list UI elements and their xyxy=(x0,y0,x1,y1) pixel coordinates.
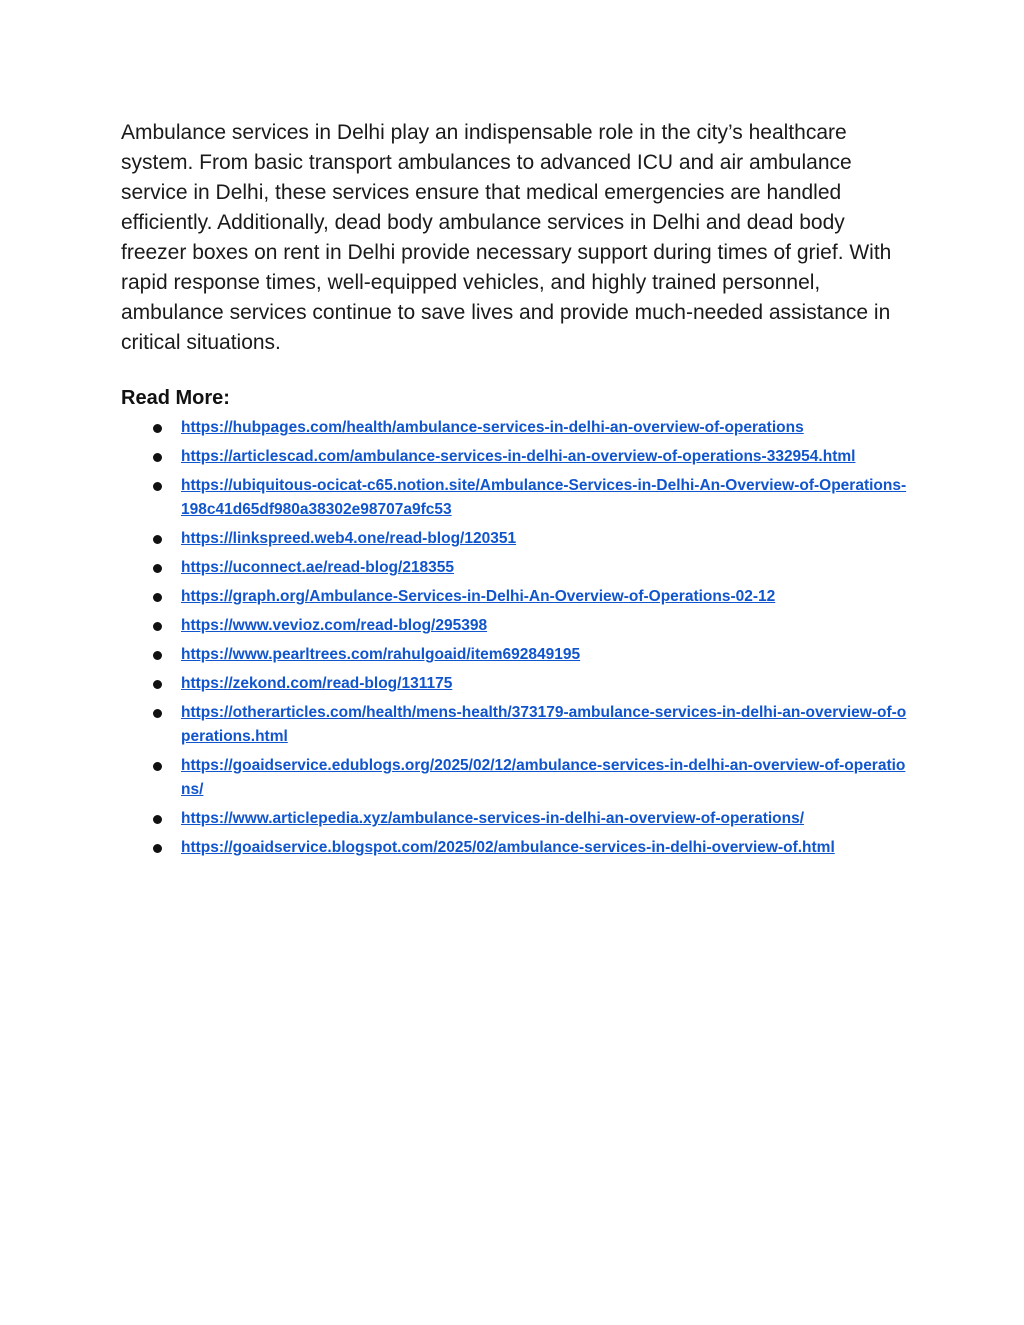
bullet-icon xyxy=(153,453,162,462)
read-more-link[interactable]: https://www.vevioz.com/read-blog/295398 xyxy=(181,617,488,634)
bullet-icon xyxy=(153,762,162,771)
list-item xyxy=(121,445,911,469)
bullet-icon xyxy=(153,844,162,853)
list-item xyxy=(121,474,911,522)
list-item xyxy=(121,807,911,831)
list-item xyxy=(121,672,911,696)
bullet-icon xyxy=(153,622,162,631)
list-item xyxy=(121,614,911,638)
list-item xyxy=(121,556,911,580)
read-more-heading: Read More: xyxy=(121,387,230,409)
read-more-link[interactable]: https://uconnect.ae/read-blog/218355 xyxy=(181,559,455,576)
list-item xyxy=(121,754,911,802)
bullet-icon xyxy=(153,593,162,602)
list-item xyxy=(121,585,911,609)
list-item xyxy=(121,643,911,667)
list-item xyxy=(121,836,911,860)
bullet-icon xyxy=(153,815,162,824)
read-more-link[interactable]: https://zekond.com/read-blog/131175 xyxy=(181,675,453,692)
intro-paragraph: Ambulance services in Delhi play an indispensable role in the city’s healthcare system. From basic transport ambulances to advanced ICU and air ambulance service in Delhi, these services ensure that medical emergencies are handled efficiently. Additionally, dead body ambulance services in Delhi and dead body freezer boxes on rent in Delhi provide necessary support during times of grief. With rapid response times, well-equipped vehicles, and highly trained personnel, ambulance services continue to save lives and provide much-needed assistance in critical situations. xyxy=(121,121,892,354)
read-more-link[interactable]: https://articlescad.com/ambulance-services-in-delhi-an-overview-of-operations-332954.html xyxy=(181,448,856,465)
read-more-link[interactable]: https://www.articlepedia.xyz/ambulance-services-in-delhi-an-overview-of-operations/ xyxy=(181,810,805,827)
read-more-link-list xyxy=(121,416,911,860)
bullet-icon xyxy=(153,651,162,660)
read-more-link[interactable]: https://otherarticles.com/health/mens-health/373179-ambulance-services-in-delhi-an-overview-of-operations.html xyxy=(181,704,907,745)
read-more-link[interactable]: https://goaidservice.edublogs.org/2025/02/12/ambulance-services-in-delhi-an-overview-of-operations/ xyxy=(181,757,906,798)
read-more-link[interactable]: https://graph.org/Ambulance-Services-in-Delhi-An-Overview-of-Operations-02-12 xyxy=(181,588,776,605)
list-item xyxy=(121,527,911,551)
read-more-link[interactable]: https://hubpages.com/health/ambulance-services-in-delhi-an-overview-of-operations xyxy=(181,419,804,436)
document-page xyxy=(121,118,911,865)
read-more-link[interactable]: https://goaidservice.blogspot.com/2025/02/ambulance-services-in-delhi-overview-of.html xyxy=(181,839,835,856)
bullet-icon xyxy=(153,424,162,433)
list-item xyxy=(121,701,911,749)
read-more-link[interactable]: https://www.pearltrees.com/rahulgoaid/item692849195 xyxy=(181,646,581,663)
bullet-icon xyxy=(153,564,162,573)
bullet-icon xyxy=(153,535,162,544)
list-item xyxy=(121,416,911,440)
bullet-icon xyxy=(153,709,162,718)
bullet-icon xyxy=(153,680,162,689)
read-more-link[interactable]: https://linkspreed.web4.one/read-blog/120351 xyxy=(181,530,517,547)
read-more-link[interactable]: https://ubiquitous-ocicat-c65.notion.site/Ambulance-Services-in-Delhi-An-Overview-of-Operations-198c41d65df980a38302e98707a9fc53 xyxy=(181,477,907,518)
bullet-icon xyxy=(153,482,162,491)
